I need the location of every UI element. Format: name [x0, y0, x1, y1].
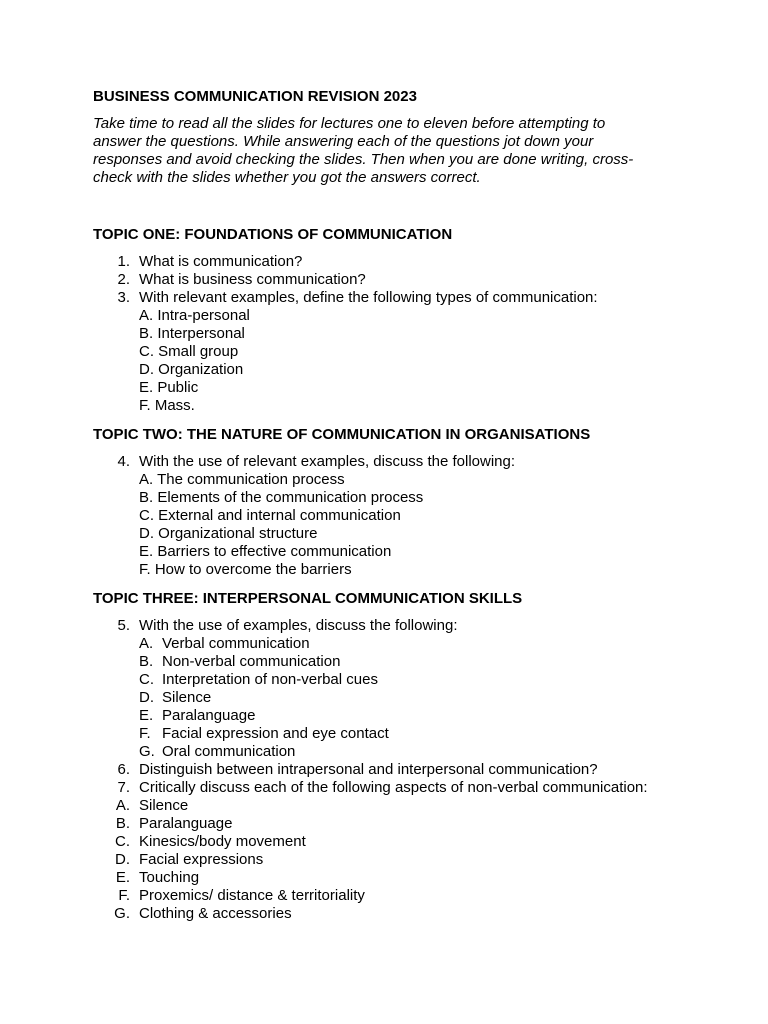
sub-item: Silence	[162, 689, 212, 706]
sub-item-letter: B.	[115, 815, 130, 832]
sub-item-letter: A.	[115, 797, 130, 814]
question-6: Distinguish between intrapersonal and interpersonal communication?	[139, 761, 598, 778]
sub-item: Oral communication	[162, 743, 296, 760]
sub-item-letter: F.	[118, 887, 130, 904]
sub-item-letter: A.	[139, 635, 154, 652]
sub-item: Kinesics/body movement	[139, 833, 306, 850]
question-number: 7.	[117, 779, 130, 796]
sub-item: E. Barriers to effective communication	[139, 543, 392, 560]
sub-item: F. Mass.	[139, 397, 195, 414]
topic-one-heading: TOPIC ONE: FOUNDATIONS OF COMMUNICATION	[93, 226, 453, 243]
sub-item: E. Public	[139, 379, 199, 396]
question-number: 6.	[117, 761, 130, 778]
sub-item: Clothing & accessories	[139, 905, 292, 922]
sub-item-letter: E.	[115, 869, 130, 886]
sub-item: Silence	[139, 797, 189, 814]
sub-item-letter: D.	[139, 689, 154, 706]
question-1: What is communication?	[139, 253, 303, 270]
intro-line: check with the slides whether you got the answers correct.	[93, 169, 481, 186]
sub-item: Facial expression and eye contact	[162, 725, 389, 742]
sub-item: Touching	[139, 869, 200, 886]
intro-line: answer the questions. While answering each of the questions jot down your	[93, 133, 594, 150]
question-number: 4.	[117, 453, 130, 470]
sub-item: B. Interpersonal	[139, 325, 245, 342]
sub-item-letter: C.	[139, 671, 154, 688]
question-3: With relevant examples, define the following types of communication:	[139, 289, 598, 306]
sub-item: F. How to overcome the barriers	[139, 561, 352, 578]
sub-item-letter: C.	[115, 833, 130, 850]
topic-two-heading: TOPIC TWO: THE NATURE OF COMMUNICATION IN ORGANISATIONS	[93, 426, 591, 443]
question-number: 2.	[117, 271, 130, 288]
sub-item: A. Intra-personal	[139, 307, 250, 324]
sub-item: Paralanguage	[162, 707, 256, 724]
sub-item: D. Organizational structure	[139, 525, 318, 542]
sub-item: B. Elements of the communication process	[139, 489, 424, 506]
intro-line: responses and avoid checking the slides. Then when you are done writing, cross-	[93, 151, 634, 168]
question-number: 3.	[117, 289, 130, 306]
question-number: 1.	[117, 253, 130, 270]
sub-item-letter: F.	[139, 725, 151, 742]
topic-three-heading: TOPIC THREE: INTERPERSONAL COMMUNICATION SKILLS	[93, 590, 523, 607]
sub-item-letter: E.	[139, 707, 154, 724]
sub-item: Proxemics/ distance & territoriality	[139, 887, 365, 904]
sub-item: Interpretation of non-verbal cues	[162, 671, 378, 688]
sub-item-letter: G.	[139, 743, 155, 760]
sub-item-letter: G.	[114, 905, 130, 922]
sub-item-letter: B.	[139, 653, 154, 670]
sub-item: A. The communication process	[139, 471, 345, 488]
question-2: What is business communication?	[139, 271, 366, 288]
sub-item: Facial expressions	[139, 851, 264, 868]
question-7: Critically discuss each of the following aspects of non-verbal communication:	[139, 779, 648, 796]
question-number: 5.	[117, 617, 130, 634]
sub-item: C. External and internal communication	[139, 507, 401, 524]
question-4: With the use of relevant examples, discuss the following:	[139, 453, 516, 470]
sub-item: Verbal communication	[162, 635, 310, 652]
sub-item: Non-verbal communication	[162, 653, 341, 670]
sub-item: C. Small group	[139, 343, 239, 360]
intro-paragraph	[93, 115, 683, 187]
sub-item-letter: D.	[115, 851, 130, 868]
question-5: With the use of examples, discuss the following:	[139, 617, 458, 634]
intro-line: Take time to read all the slides for lectures one to eleven before attempting to	[93, 115, 606, 132]
sub-item: D. Organization	[139, 361, 244, 378]
sub-item: Paralanguage	[139, 815, 233, 832]
document-title: BUSINESS COMMUNICATION REVISION 2023	[93, 88, 417, 105]
